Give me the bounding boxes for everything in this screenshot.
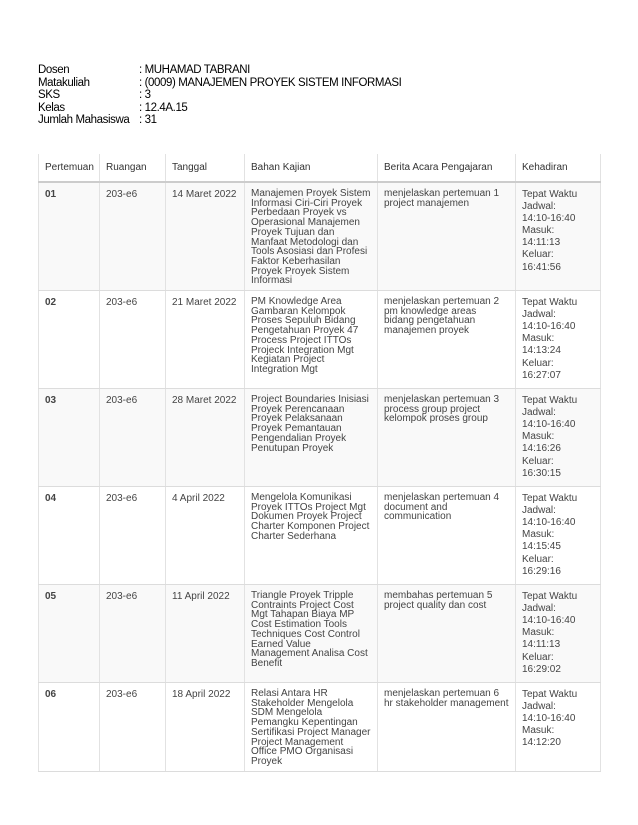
jadwal-value: 14:10-16:40 xyxy=(522,419,576,431)
status-text: Tepat Waktu xyxy=(522,493,578,505)
status-text: Tepat Waktu xyxy=(522,189,578,200)
jadwal-value: 14:10-16:40 xyxy=(522,213,576,225)
jadwal-label: Jadwal: xyxy=(522,603,556,615)
jadwal-label: Jadwal: xyxy=(522,201,556,213)
status-text: Tepat Waktu xyxy=(522,591,578,603)
keluar-label: Keluar: xyxy=(522,249,554,261)
keluar-label: Keluar: xyxy=(522,553,554,565)
kehadiran-cell xyxy=(516,487,601,585)
masuk-value: 14:16:26 xyxy=(522,443,561,455)
masuk-value: 14:15:45 xyxy=(522,541,561,553)
tanggal-cell: 21 Maret 2022 xyxy=(166,291,245,389)
table-header-row xyxy=(39,154,601,182)
bahan-kajian-cell: Manajemen Proyek Sistem Informasi Ciri-Ciri Proyek Perbedaan Proyek vs Operasional Manajemen Proyek Tujuan dan Manfaat Metodologi dan Tools Asosiasi dan Profesi Faktor Keberhasilan Proyek Proyek Sistem Informasi xyxy=(245,182,378,291)
matakuliah-value: : (0009) MANAJEMEN PROYEK SISTEM INFORMASI xyxy=(139,76,402,89)
col-header-ruangan: Ruangan xyxy=(100,154,166,182)
ruangan-cell: 203-e6 xyxy=(100,487,166,585)
attendance-table xyxy=(38,154,601,772)
jadwal-value: 14:10-16:40 xyxy=(522,321,576,333)
jadwal-label: Jadwal: xyxy=(522,407,556,419)
col-header-pertemuan: Pertemuan xyxy=(39,154,100,182)
berita-acara-cell: membahas pertemuan 5 project quality dan cost xyxy=(378,585,516,683)
berita-acara-cell: menjelaskan pertemuan 4 document and communication xyxy=(378,487,516,585)
masuk-value: 14:13:24 xyxy=(522,345,561,357)
jadwal-label: Jadwal: xyxy=(522,309,556,321)
keluar-value: 16:41:56 xyxy=(522,261,561,273)
tanggal-cell: 28 Maret 2022 xyxy=(166,389,245,487)
pertemuan-cell: 06 xyxy=(39,683,100,772)
bahan-kajian-cell: Project Boundaries Inisiasi Proyek Perencanaan Proyek Pelaksanaan Proyek Pemantauan Pengendalian Proyek Penutupan Proyek xyxy=(245,389,378,487)
jadwal-label: Jadwal: xyxy=(522,505,556,517)
tanggal-cell: 11 April 2022 xyxy=(166,585,245,683)
keluar-value: 16:29:16 xyxy=(522,565,561,577)
kehadiran-cell xyxy=(516,683,601,772)
dosen-value: : MUHAMAD TABRANI xyxy=(139,64,250,76)
kelas-value: : 12.4A.15 xyxy=(139,101,188,114)
jadwal-value: 14:10-16:40 xyxy=(522,713,576,725)
info-row-sks xyxy=(38,89,401,102)
kehadiran-cell xyxy=(516,389,601,487)
masuk-value: 14:11:13 xyxy=(522,237,561,249)
jadwal-label: Jadwal: xyxy=(522,701,556,713)
info-row-matakuliah xyxy=(38,77,401,90)
table-row xyxy=(39,585,601,683)
berita-acara-cell: menjelaskan pertemuan 3 process group project kelompok proses group xyxy=(378,389,516,487)
table-row xyxy=(39,389,601,487)
pertemuan-cell: 03 xyxy=(39,389,100,487)
jumlah-mahasiswa-value: : 31 xyxy=(139,114,157,126)
ruangan-cell: 203-e6 xyxy=(100,683,166,772)
ruangan-cell: 203-e6 xyxy=(100,389,166,487)
matakuliah-label: Matakuliah xyxy=(38,76,90,89)
sks-value: : 3 xyxy=(139,89,151,101)
keluar-value: 16:29:02 xyxy=(522,663,561,675)
ruangan-cell: 203-e6 xyxy=(100,585,166,683)
info-row-dosen xyxy=(38,64,401,77)
keluar-label: Keluar: xyxy=(522,455,554,467)
status-text: Tepat Waktu xyxy=(522,689,578,701)
table-row xyxy=(39,683,601,772)
tanggal-cell: 4 April 2022 xyxy=(166,487,245,585)
jumlah-mahasiswa-label: Jumlah Mahasiswa xyxy=(38,114,130,126)
course-info xyxy=(38,64,401,127)
masuk-label: Masuk: xyxy=(522,333,555,345)
jadwal-value: 14:10-16:40 xyxy=(522,517,576,529)
keluar-value: 16:27:07 xyxy=(522,369,561,381)
pertemuan-cell: 01 xyxy=(39,182,100,291)
col-header-berita-acara: Berita Acara Pengajaran xyxy=(378,154,516,182)
ruangan-cell: 203-e6 xyxy=(100,291,166,389)
status-text: Tepat Waktu xyxy=(522,297,578,309)
keluar-value: 16:30:15 xyxy=(522,467,561,479)
ruangan-cell: 203-e6 xyxy=(100,182,166,291)
berita-acara-cell: menjelaskan pertemuan 1 project manajemen xyxy=(378,182,516,291)
info-row-kelas xyxy=(38,102,401,115)
pertemuan-cell: 04 xyxy=(39,487,100,585)
table-row xyxy=(39,291,601,389)
jadwal-value: 14:10-16:40 xyxy=(522,615,576,627)
pertemuan-cell: 02 xyxy=(39,291,100,389)
masuk-value: 14:11:13 xyxy=(522,639,561,651)
table-row xyxy=(39,487,601,585)
masuk-value: 14:12:20 xyxy=(522,737,561,749)
info-row-jumlah-mahasiswa xyxy=(38,114,401,127)
bahan-kajian-cell: Mengelola Komunikasi Proyek ITTOs Project Mgt Dokumen Proyek Project Charter Komponen Project Charter Sederhana xyxy=(245,487,378,585)
masuk-label: Masuk: xyxy=(522,225,555,237)
keluar-label: Keluar: xyxy=(522,651,554,663)
berita-acara-cell: menjelaskan pertemuan 6 hr stakeholder management xyxy=(378,683,516,772)
table-row xyxy=(39,182,601,291)
bahan-kajian-cell: PM Knowledge Area Gambaran Kelompok Proses Sepuluh Bidang Pengetahuan Proyek 47 Process Project ITTOs Projeck Integration Mgt Kegiatan Project Integration Mgt xyxy=(245,291,378,389)
kelas-label: Kelas xyxy=(38,101,65,114)
bahan-kajian-cell: Triangle Proyek Tripple Contraints Project Cost Mgt Tahapan Biaya MP Cost Estimation Tools Techniques Cost Control Earned Value Management Analisa Cost Benefit xyxy=(245,585,378,683)
kehadiran-cell xyxy=(516,585,601,683)
col-header-bahan-kajian: Bahan Kajian xyxy=(245,154,378,182)
col-header-kehadiran: Kehadiran xyxy=(516,154,601,182)
status-text: Tepat Waktu xyxy=(522,395,578,407)
kehadiran-cell xyxy=(516,291,601,389)
pertemuan-cell: 05 xyxy=(39,585,100,683)
masuk-label: Masuk: xyxy=(522,529,555,541)
col-header-tanggal: Tanggal xyxy=(166,154,245,182)
berita-acara-cell: menjelaskan pertemuan 2 pm knowledge areas bidang pengetahuan manajemen proyek xyxy=(378,291,516,389)
masuk-label: Masuk: xyxy=(522,627,555,639)
kehadiran-cell xyxy=(516,182,601,291)
tanggal-cell: 18 April 2022 xyxy=(166,683,245,772)
masuk-label: Masuk: xyxy=(522,431,555,443)
sks-label: SKS xyxy=(38,89,60,101)
masuk-label: Masuk: xyxy=(522,725,555,737)
dosen-label: Dosen xyxy=(38,64,70,76)
tanggal-cell: 14 Maret 2022 xyxy=(166,182,245,291)
bahan-kajian-cell: Relasi Antara HR Stakeholder Mengelola SDM Mengelola Pemangku Kepentingan Sertifikasi Project Manager Project Management Office PMO Organisasi Proyek xyxy=(245,683,378,772)
keluar-label: Keluar: xyxy=(522,357,554,369)
